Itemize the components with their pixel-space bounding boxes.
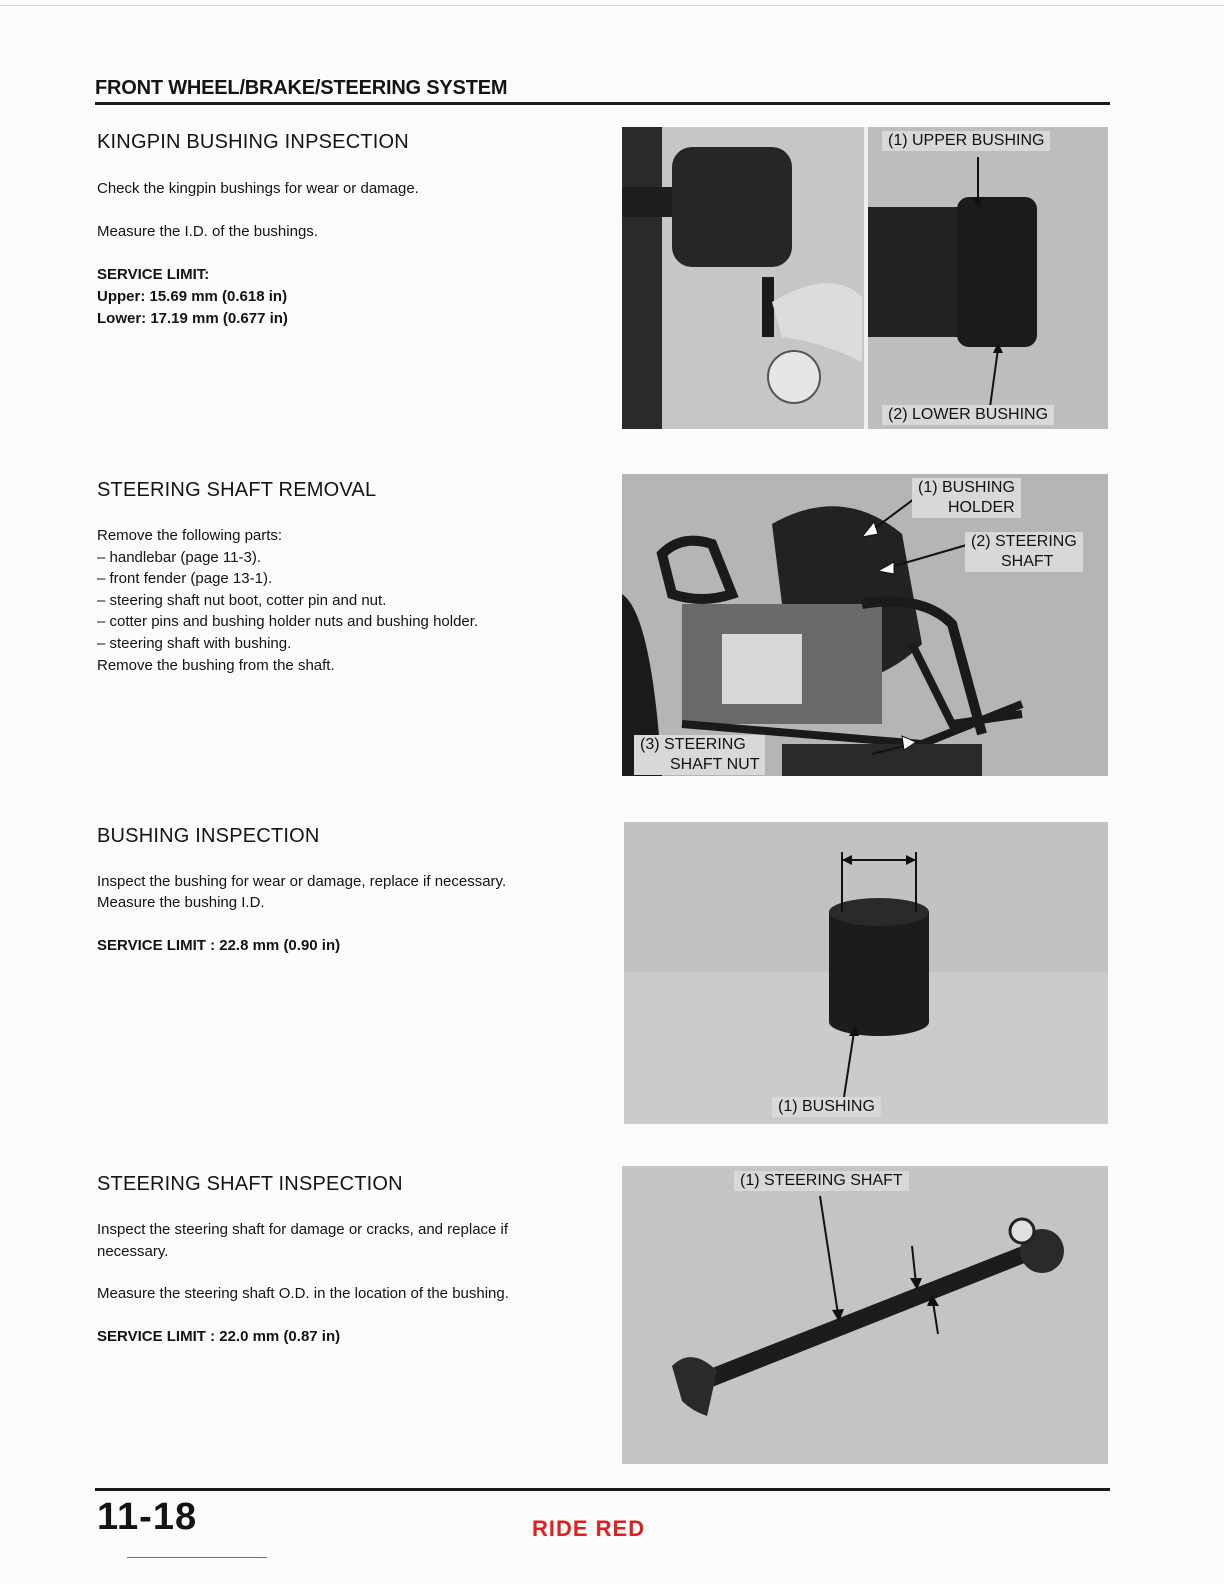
brand-logo-text: RIDE RED (532, 1516, 646, 1541)
callout-steering-shaft-line1: (2) STEERING (971, 533, 1077, 550)
callout-lower-bushing: (2) LOWER BUSHING (882, 405, 1054, 425)
removal-list-item: – steering shaft nut boot, cotter pin and nut. (97, 592, 387, 609)
callout-steering-shaft-inspection: (1) STEERING SHAFT (734, 1171, 909, 1191)
kingpin-bushing-photo (622, 127, 1108, 429)
top-edge-line (0, 5, 1224, 6)
kingpin-text-1: Check the kingpin bushings for wear or damage. (97, 180, 419, 197)
kingpin-text-2: Measure the I.D. of the bushings. (97, 223, 318, 240)
vehicle-frame-illustration (622, 474, 1108, 776)
callout-steering-shaft (965, 532, 1083, 572)
steering-shaft-illustration (622, 1166, 1108, 1464)
section-heading-removal: STEERING SHAFT REMOVAL (97, 479, 377, 501)
removal-intro: Remove the following parts: (97, 527, 283, 544)
removal-list-item: – front fender (page 13-1). (97, 570, 273, 587)
removal-outro: Remove the bushing from the shaft. (97, 657, 335, 674)
bushing-text-2: Measure the bushing I.D. (97, 894, 265, 911)
kingpin-spec-upper: Upper: 15.69 mm (0.618 in) (97, 288, 288, 305)
bushing-spec: SERVICE LIMIT : 22.8 mm (0.90 in) (97, 937, 341, 954)
kingpin-spec-lower: Lower: 17.19 mm (0.677 in) (97, 310, 288, 327)
callout-bushing: (1) BUSHING (772, 1097, 881, 1117)
steering-shaft-photo (622, 1166, 1108, 1464)
shaft-text-1b: necessary. (97, 1243, 169, 1260)
callout-bushing-holder-line1: (1) BUSHING (918, 479, 1015, 496)
bottom-underline (127, 1557, 267, 1558)
kingpin-bushing-illustration (622, 127, 1108, 429)
header-rule (95, 102, 1110, 105)
callout-bushing-holder (912, 478, 1021, 518)
section-heading-kingpin: KINGPIN BUSHING INPSECTION (97, 131, 409, 153)
shaft-text-1a: Inspect the steering shaft for damage or cracks, and replace if (97, 1221, 509, 1238)
page-header-title: FRONT WHEEL/BRAKE/STEERING SYSTEM (95, 77, 508, 99)
bushing-text-1: Inspect the bushing for wear or damage, replace if necessary. (97, 873, 507, 890)
callout-steering-shaft-nut-line2: SHAFT NUT (670, 756, 760, 773)
callout-steering-shaft-nut-line1: (3) STEERING (640, 736, 746, 753)
footer-rule (95, 1488, 1110, 1491)
removal-list-item: – steering shaft with bushing. (97, 635, 292, 652)
page-number: 11-18 (97, 1496, 198, 1538)
bushing-photo (624, 822, 1108, 1124)
removal-list-item: – cotter pins and bushing holder nuts and bushing holder. (97, 613, 479, 630)
callout-bushing-holder-line2: HOLDER (948, 499, 1015, 516)
kingpin-spec-label: SERVICE LIMIT: (97, 266, 210, 283)
bushing-illustration (624, 822, 1108, 1124)
removal-list-item: – handlebar (page 11-3). (97, 549, 262, 566)
shaft-text-2: Measure the steering shaft O.D. in the location of the bushing. (97, 1285, 509, 1302)
callout-upper-bushing: (1) UPPER BUSHING (882, 131, 1050, 151)
shaft-spec: SERVICE LIMIT : 22.0 mm (0.87 in) (97, 1328, 341, 1345)
steering-removal-photo (622, 474, 1108, 776)
section-heading-shaft-inspection: STEERING SHAFT INSPECTION (97, 1173, 403, 1195)
callout-steering-shaft-nut (634, 735, 765, 775)
callout-steering-shaft-line2: SHAFT (1001, 553, 1054, 570)
section-heading-bushing: BUSHING INSPECTION (97, 825, 320, 847)
